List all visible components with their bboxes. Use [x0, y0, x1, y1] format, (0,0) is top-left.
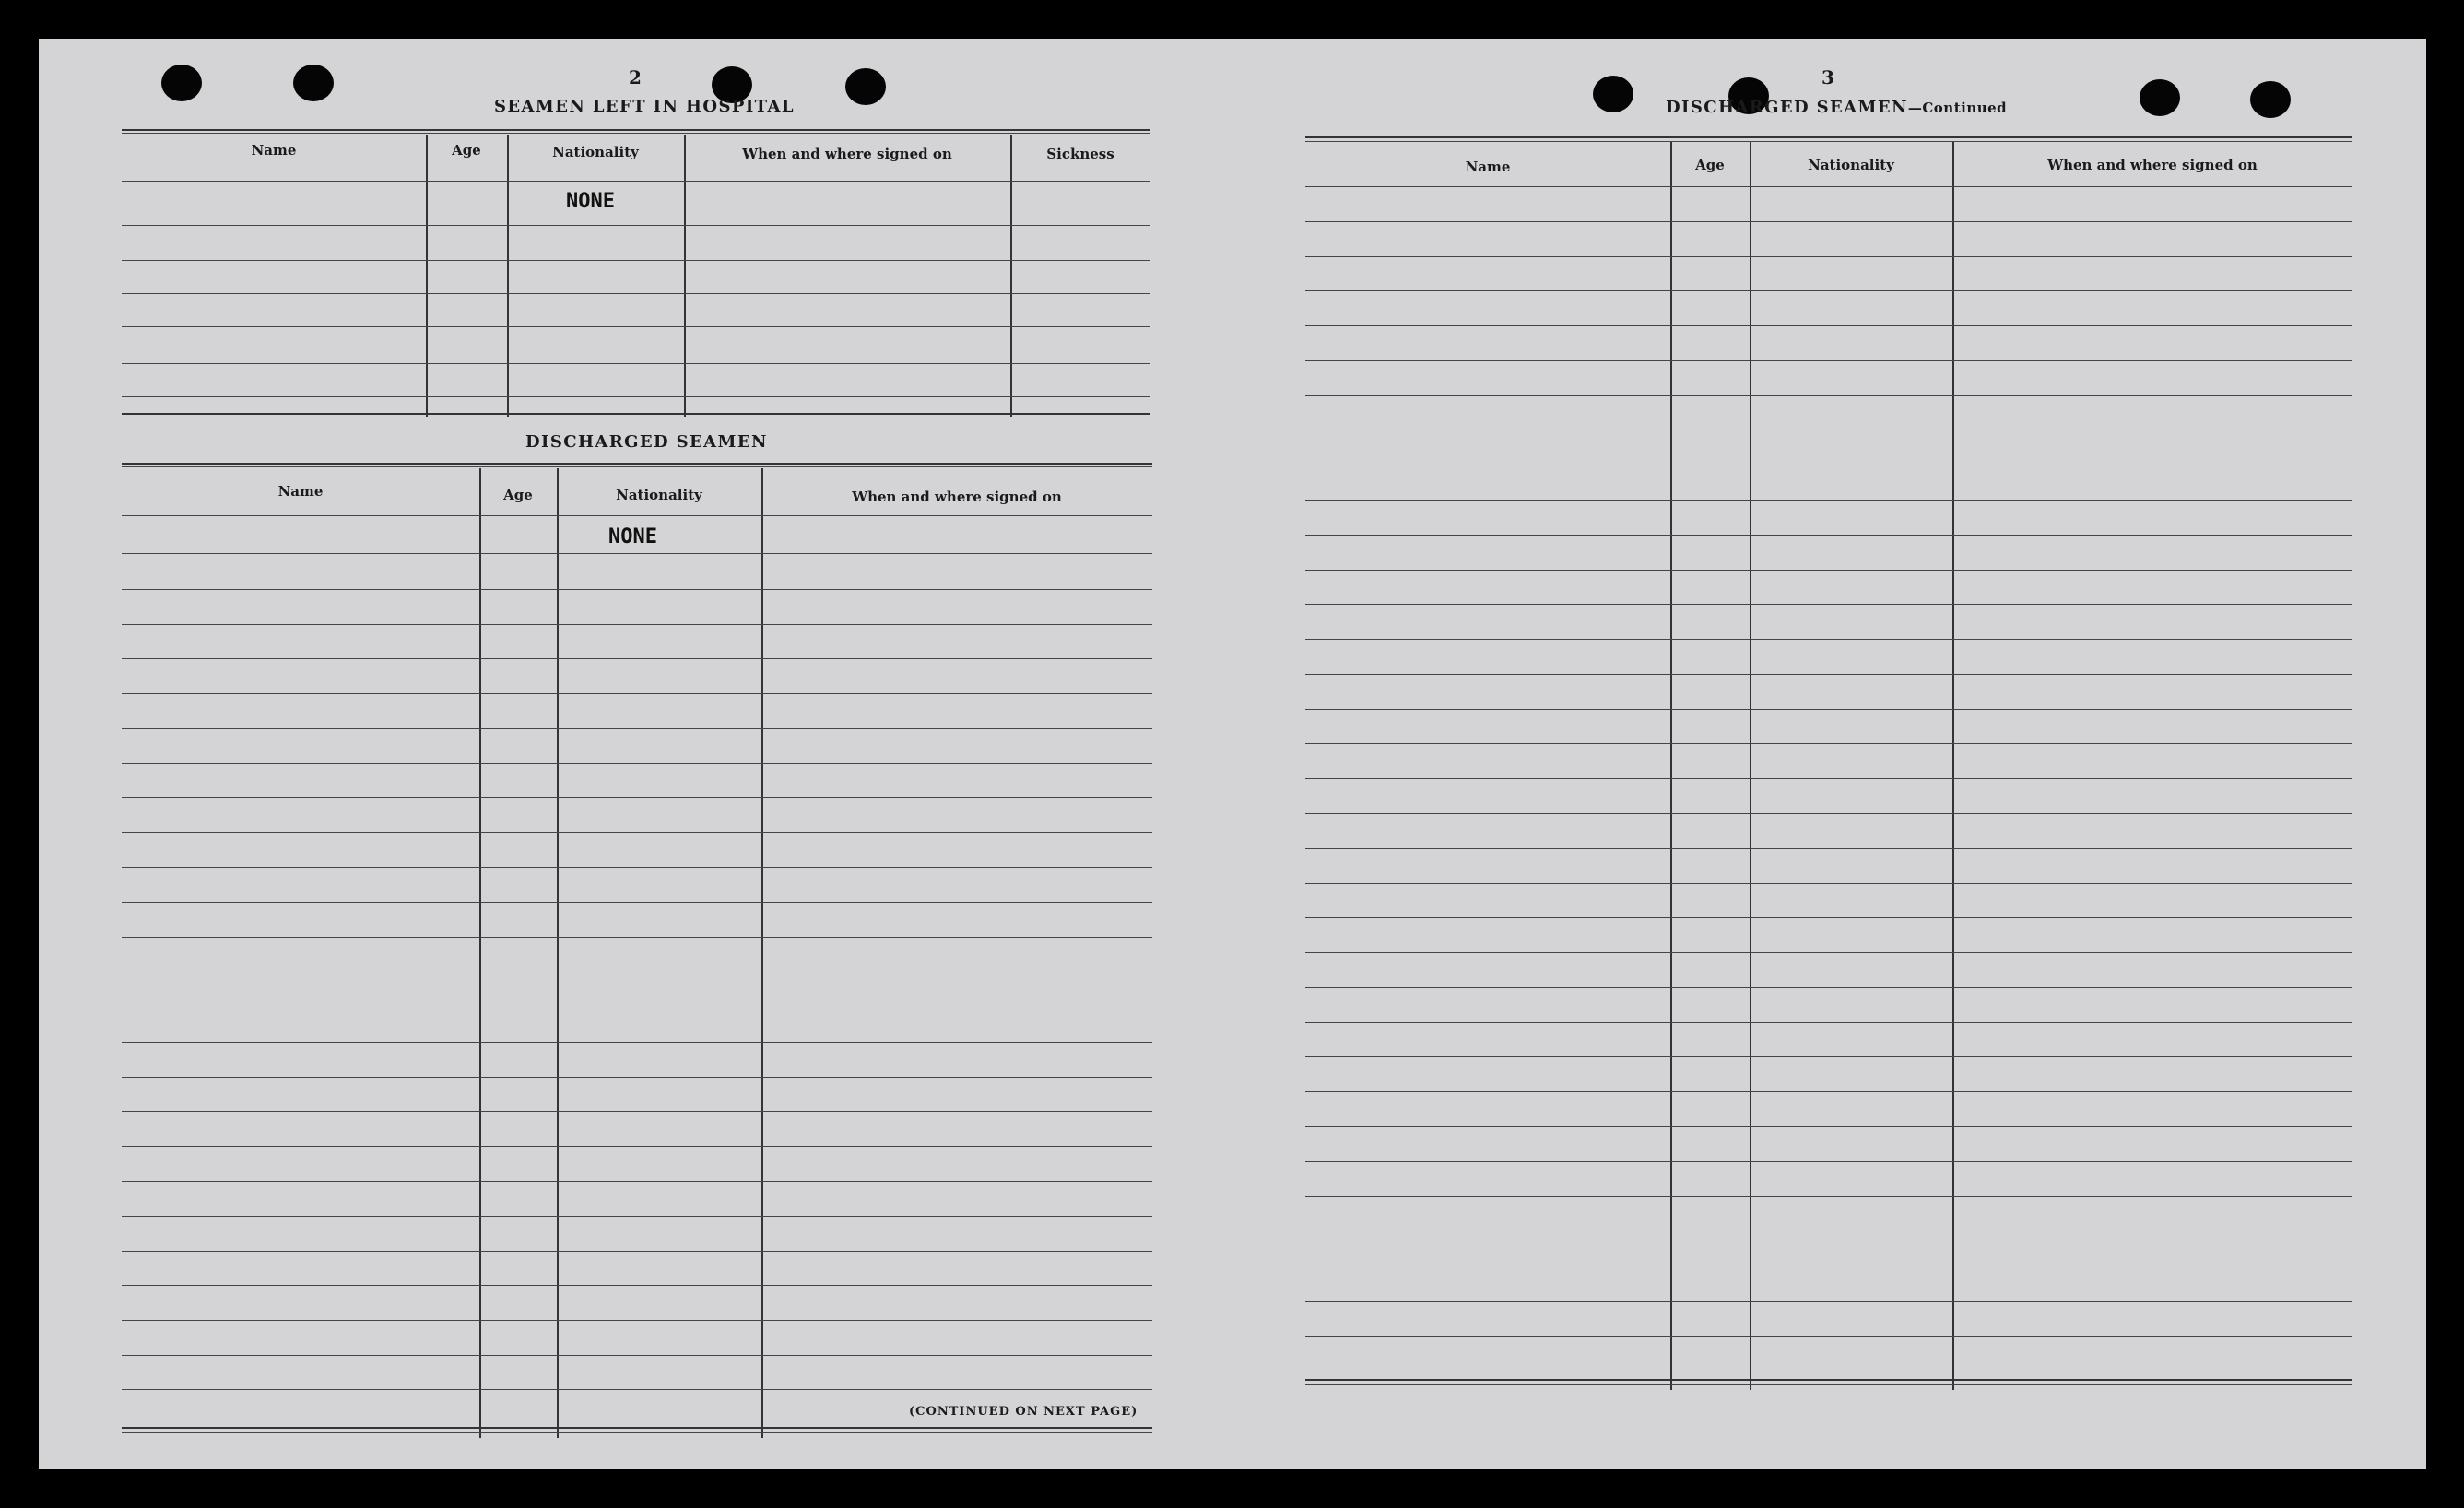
hospital-col-signed-on: When and where signed on	[742, 146, 952, 162]
hospital-col-sickness: Sickness	[1046, 146, 1114, 162]
hospital-section-title: SEAMEN LEFT IN HOSPITAL	[494, 97, 795, 116]
hospital-col-nationality: Nationality	[552, 144, 639, 160]
hospital-table	[122, 129, 1150, 417]
discharged-continued-title-main: DISCHARGED SEAMEN	[1666, 98, 1908, 117]
discharged-col-name: Name	[277, 483, 324, 500]
discharged-col-age: Age	[503, 487, 533, 503]
page-number-left: 2	[629, 66, 642, 88]
discharged-col-signed-on: When and where signed on	[852, 489, 1062, 505]
punch-hole	[2250, 81, 2291, 118]
hospital-none-entry: NONE	[566, 190, 615, 213]
hospital-col-age: Age	[452, 142, 481, 159]
page-number-right: 3	[1821, 66, 1834, 88]
discharged-continued-title	[1666, 98, 2007, 117]
right-col-age: Age	[1695, 157, 1725, 173]
punch-hole	[1593, 76, 1633, 112]
right-col-signed-on: When and where signed on	[2047, 157, 2258, 173]
discharged-col-nationality: Nationality	[616, 487, 702, 503]
discharged-continued-title-sub: —Continued	[1907, 100, 2008, 116]
right-col-name: Name	[1465, 159, 1511, 175]
right-col-nationality: Nationality	[1808, 157, 1894, 173]
punch-hole	[293, 65, 334, 101]
document-spread	[39, 39, 2426, 1469]
hospital-col-name: Name	[251, 142, 297, 159]
discharged-table-right	[1305, 136, 2352, 1392]
discharged-none-entry: NONE	[608, 525, 657, 548]
punch-hole	[161, 65, 202, 101]
punch-hole	[845, 68, 886, 105]
discharged-section-title: DISCHARGED SEAMEN	[525, 432, 768, 452]
punch-hole	[2140, 79, 2180, 116]
discharged-table-left	[122, 463, 1152, 1440]
continued-footer: (CONTINUED ON NEXT PAGE)	[909, 1405, 1138, 1419]
